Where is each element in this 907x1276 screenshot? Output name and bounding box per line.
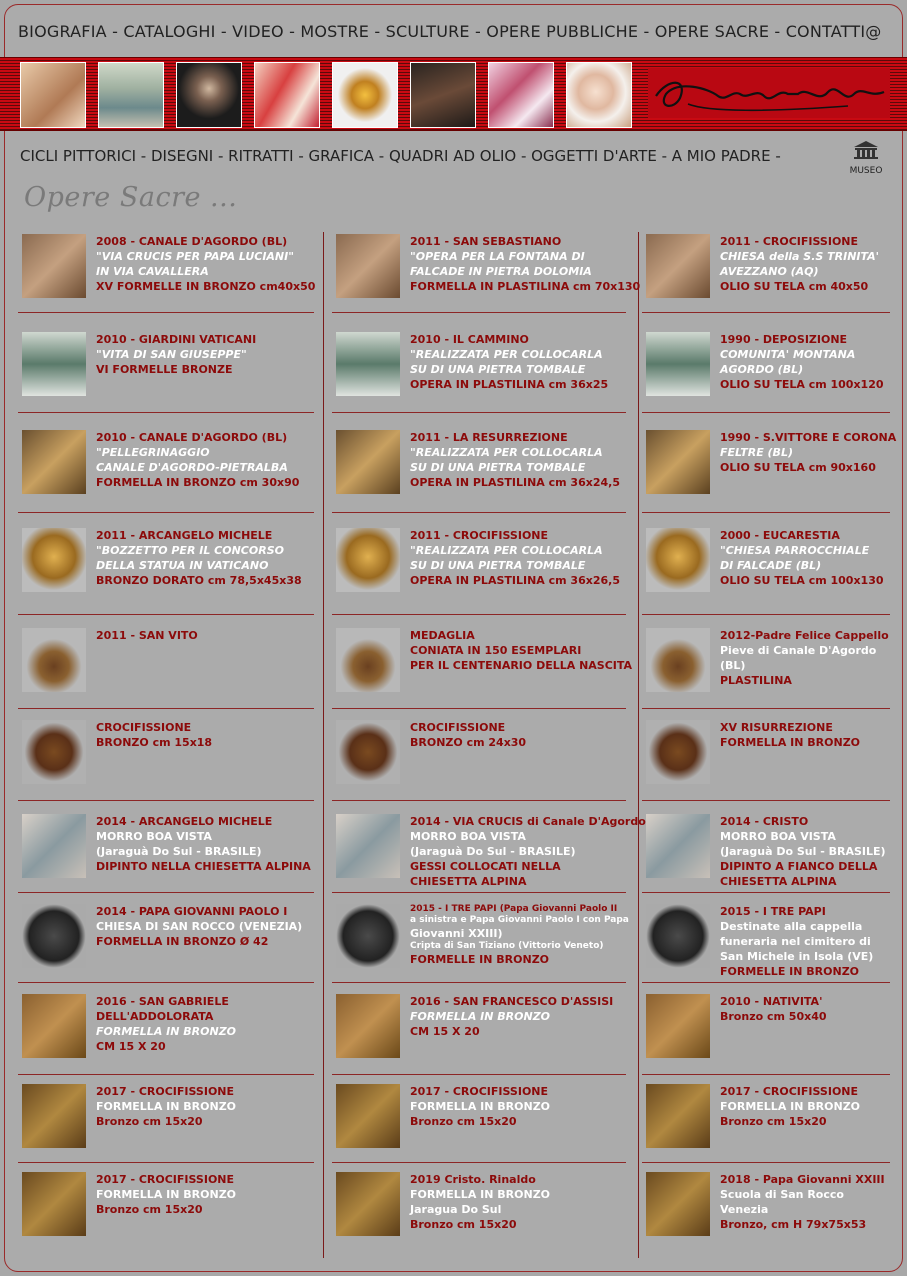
work-caption-line: OLIO SU TELA cm 100x120: [720, 378, 884, 391]
nav-cataloghi[interactable]: CATALOGHI: [123, 22, 216, 41]
row-separator: [642, 800, 890, 801]
work-caption-line: FORMELLA IN BRONZO: [410, 1100, 551, 1113]
work-caption-line: 2017 - CROCIFISSIONE: [410, 1085, 549, 1098]
work-caption-line: FORMELLA IN BRONZO: [96, 1188, 237, 1201]
work-caption: [410, 628, 632, 673]
museo-link[interactable]: [846, 140, 886, 176]
work-caption-line: CHIESA della S.S TRINITA': [720, 250, 880, 263]
work-caption-line: FORMELLA IN BRONZO: [720, 1100, 861, 1113]
nav-ritratti[interactable]: RITRATTI: [228, 147, 294, 165]
work-thumbnail[interactable]: [22, 994, 86, 1058]
row-separator: [642, 1162, 890, 1163]
work-thumbnail[interactable]: [646, 1084, 710, 1148]
work-caption-line: Bronzo cm 15x20: [410, 1115, 517, 1128]
work-thumbnail[interactable]: [22, 720, 86, 784]
work-caption: [720, 1172, 885, 1232]
work-thumbnail[interactable]: [336, 430, 400, 494]
thumbnail-exhibition[interactable]: [98, 62, 164, 128]
work-caption: [96, 234, 315, 294]
work-caption-line: Scuola di San Rocco: [720, 1188, 844, 1201]
work-caption-line: COMUNITA' MONTANA: [720, 348, 856, 361]
work-caption-line: Bronzo cm 50x40: [720, 1010, 827, 1023]
work-caption-line: "REALIZZATA PER COLLOCARLA: [410, 348, 603, 361]
nav-sculture[interactable]: SCULTURE: [385, 22, 470, 41]
work-caption-line: VI FORMELLE BRONZE: [96, 363, 233, 376]
work-caption-line: "BOZZETTO PER IL CONCORSO: [96, 544, 284, 557]
work-caption-line: 2011 - CROCIFISSIONE: [410, 529, 549, 542]
work-caption-line: 2010 - IL CAMMINO: [410, 333, 529, 346]
work-caption-line: BRONZO cm 15x18: [96, 736, 213, 749]
work-caption-line: 1990 - S.VITTORE E CORONA: [720, 431, 897, 444]
work-thumbnail[interactable]: [336, 528, 400, 592]
work-caption-line: XV RISURREZIONE: [720, 721, 833, 734]
work-caption-line: IN VIA CAVALLERA: [96, 265, 209, 278]
work-caption-line: SU DI UNA PIETRA TOMBALE: [410, 559, 586, 572]
work-caption-line: Bronzo cm 15x20: [410, 1218, 517, 1231]
work-caption-line: Venezia: [720, 1203, 769, 1216]
work-thumbnail[interactable]: [646, 528, 710, 592]
work-caption-line: 2008 - CANALE D'AGORDO (BL): [96, 235, 288, 248]
work-caption-line: "VIA CRUCIS PER PAPA LUCIANI": [96, 250, 294, 263]
work-thumbnail[interactable]: [646, 904, 710, 968]
work-caption-line: PLASTILINA: [720, 674, 792, 687]
work-caption: [720, 430, 896, 475]
thumbnail-painting-1[interactable]: [20, 62, 86, 128]
work-caption-line: SU DI UNA PIETRA TOMBALE: [410, 363, 586, 376]
work-caption: [410, 430, 620, 490]
work-caption: [410, 528, 620, 588]
work-caption-line: 2014 - ARCANGELO MICHELE: [96, 815, 273, 828]
work-caption-line: "REALIZZATA PER COLLOCARLA: [410, 544, 603, 557]
work-thumbnail[interactable]: [336, 994, 400, 1058]
work-caption-line: 2011 - SAN VITO: [96, 629, 198, 642]
artist-signature: [648, 68, 890, 118]
row-separator: [642, 312, 890, 313]
work-caption: [720, 628, 889, 688]
work-caption-line: CM 15 X 20: [410, 1025, 480, 1038]
work-thumbnail[interactable]: [22, 628, 86, 692]
work-thumbnail[interactable]: [22, 332, 86, 396]
work-caption-line: FORMELLA IN BRONZO: [410, 1010, 551, 1023]
thumbnail-artist-portrait[interactable]: [176, 62, 242, 128]
thumbnail-studio[interactable]: [410, 62, 476, 128]
work-caption: [96, 904, 302, 949]
work-thumbnail[interactable]: [646, 628, 710, 692]
work-thumbnail[interactable]: [646, 814, 710, 878]
row-separator: [642, 708, 890, 709]
work-caption-line: PER IL CENTENARIO DELLA NASCITA: [410, 659, 633, 672]
work-caption-line: "PELLEGRINAGGIO: [96, 446, 210, 459]
nav-video[interactable]: VIDEO: [232, 22, 284, 41]
work-caption-line: Bronzo cm 15x20: [720, 1115, 827, 1128]
work-caption: [410, 332, 608, 392]
work-caption: [96, 332, 256, 377]
work-caption: [96, 994, 236, 1054]
work-caption-line: FORMELLE IN BRONZO: [720, 965, 860, 978]
work-caption-line: Bronzo cm 15x20: [96, 1115, 203, 1128]
work-caption-line: 2019 Cristo. Rinaldo: [410, 1173, 536, 1186]
work-caption-line: FALCADE IN PIETRA DOLOMIA: [410, 265, 592, 278]
work-caption-line: FORMELLA IN BRONZO: [720, 736, 861, 749]
work-caption: [410, 1084, 550, 1129]
work-caption: [96, 430, 299, 490]
work-caption-line: DELLA STATUA IN VATICANO: [96, 559, 269, 572]
row-separator: [332, 982, 626, 983]
column-divider-2: [638, 232, 639, 1258]
row-separator: [332, 708, 626, 709]
work-caption-line: CM 15 X 20: [96, 1040, 166, 1053]
work-caption-line: 2012-Padre Felice Cappello: [720, 629, 889, 642]
work-caption-line: FORMELLA IN BRONZO Ø 42: [96, 935, 269, 948]
work-caption-line: BRONZO cm 24x30: [410, 736, 527, 749]
secondary-navigation: CICLI PITTORICI - DISEGNI - RITRATTI - GRAFICA - QUADRI AD OLIO - OGGETTI D'ARTE - A MIO PADRE -: [20, 147, 781, 165]
row-separator: [332, 312, 626, 313]
museo-label: MUSEO: [849, 166, 883, 176]
work-caption-line: 2017 - CROCIFISSIONE: [720, 1085, 859, 1098]
work-caption-line: MORRO BOA VISTA: [720, 830, 836, 843]
work-thumbnail[interactable]: [646, 430, 710, 494]
work-caption: [720, 234, 879, 294]
work-caption-line: OPERA IN PLASTILINA cm 36x25: [410, 378, 609, 391]
work-thumbnail[interactable]: [22, 1172, 86, 1236]
row-separator: [642, 512, 890, 513]
work-caption-line: "VITA DI SAN GIUSEPPE": [96, 348, 247, 361]
work-thumbnail[interactable]: [646, 720, 710, 784]
work-caption-line: 2010 - GIARDINI VATICANI: [96, 333, 257, 346]
work-caption-line: DIPINTO A FIANCO DELLA: [720, 860, 878, 873]
work-caption-line: "REALIZZATA PER COLLOCARLA: [410, 446, 603, 459]
nav-mostre[interactable]: MOSTRE: [300, 22, 370, 41]
work-caption-line: "CHIESA PARROCCHIALE: [720, 544, 870, 557]
work-caption-line: AGORDO (BL): [720, 363, 804, 376]
work-caption-line: CANALE D'AGORDO-PIETRALBA: [96, 461, 288, 474]
work-caption-line: (BL): [720, 659, 746, 672]
work-caption-line: DELL'ADDOLORATA: [96, 1010, 214, 1023]
work-caption: [410, 234, 640, 294]
work-thumbnail[interactable]: [646, 332, 710, 396]
work-caption-line: XV FORMELLE IN BRONZO cm40x50: [96, 280, 316, 293]
work-thumbnail[interactable]: [646, 1172, 710, 1236]
work-thumbnail[interactable]: [336, 332, 400, 396]
thumbnail-painting-2[interactable]: [254, 62, 320, 128]
work-caption: [720, 332, 884, 392]
work-caption: [720, 904, 873, 979]
nav-opere-pubbliche[interactable]: OPERE PUBBLICHE: [486, 22, 639, 41]
work-caption-line: "OPERA PER LA FONTANA DI: [410, 250, 585, 263]
work-caption-line: San Michele in Isola (VE): [720, 950, 874, 963]
top-navigation: BIOGRAFIA - CATALOGHI - VIDEO - MOSTRE - SCULTURE - OPERE PUBBLICHE - OPERE SACRE - CONTATTI@: [18, 22, 882, 41]
work-caption: [720, 720, 860, 750]
work-caption-line: 2011 - SAN SEBASTIANO: [410, 235, 562, 248]
work-caption-line: (Jaraguà Do Sul - BRASILE): [720, 845, 886, 858]
work-caption-line: 2016 - SAN GABRIELE: [96, 995, 229, 1008]
row-separator: [642, 614, 890, 615]
row-separator: [642, 892, 890, 893]
work-caption-line: FELTRE (BL): [720, 446, 793, 459]
row-separator: [18, 312, 314, 313]
work-caption-line: DI FALCADE (BL): [720, 559, 822, 572]
row-separator: [18, 892, 314, 893]
work-thumbnail[interactable]: [22, 1084, 86, 1148]
nav-disegni[interactable]: DISEGNI: [150, 147, 214, 165]
row-separator: [642, 982, 890, 983]
nav-a-mio-padre[interactable]: A MIO PADRE: [671, 147, 771, 165]
work-caption-line: 1990 - DEPOSIZIONE: [720, 333, 848, 346]
work-caption: [96, 528, 302, 588]
work-caption: [410, 994, 613, 1039]
work-caption-line: FORMELLA IN BRONZO: [410, 1188, 551, 1201]
work-caption-line: Cripta di San Tiziano (Vittorio Veneto): [410, 941, 604, 951]
row-separator: [332, 1162, 626, 1163]
work-caption-line: CONIATA IN 150 ESEMPLARI: [410, 644, 582, 657]
work-caption-line: 2000 - EUCARESTIA: [720, 529, 840, 542]
work-caption-line: 2015 - I TRE PAPI: [720, 905, 826, 918]
work-caption-line: 2010 - CANALE D'AGORDO (BL): [96, 431, 288, 444]
work-thumbnail[interactable]: [336, 628, 400, 692]
work-thumbnail[interactable]: [336, 1084, 400, 1148]
work-caption-line: 2016 - SAN FRANCESCO D'ASSISI: [410, 995, 614, 1008]
work-caption-line: 2018 - Papa Giovanni XXIII: [720, 1173, 885, 1186]
work-caption-line: OLIO SU TELA cm 100x130: [720, 574, 884, 587]
work-thumbnail[interactable]: [336, 1172, 400, 1236]
work-caption-line: MORRO BOA VISTA: [410, 830, 526, 843]
row-separator: [18, 1162, 314, 1163]
work-caption-line: 2015 - I TRE PAPI (Papa Giovanni Paolo II: [410, 904, 618, 914]
work-thumbnail[interactable]: [336, 720, 400, 784]
work-caption: [720, 528, 884, 588]
work-caption-line: MEDAGLIA: [410, 629, 475, 642]
work-caption-line: 2010 - NATIVITA': [720, 995, 823, 1008]
work-caption-line: 2017 - CROCIFISSIONE: [96, 1085, 235, 1098]
work-caption-line: DIPINTO NELLA CHIESETTA ALPINA: [96, 860, 311, 873]
work-caption-line: OLIO SU TELA cm 40x50: [720, 280, 869, 293]
work-thumbnail[interactable]: [22, 814, 86, 878]
work-caption-line: MORRO BOA VISTA: [96, 830, 212, 843]
page-title: Opere Sacre ...: [24, 182, 238, 213]
work-caption-line: (Jaraguà Do Sul - BRASILE): [410, 845, 576, 858]
work-caption-line: 2014 - CRISTO: [720, 815, 809, 828]
nav-oggetti-d-arte[interactable]: OGGETTI D'ARTE: [531, 147, 657, 165]
work-caption-line: CROCIFISSIONE: [410, 721, 506, 734]
work-caption: [410, 1172, 550, 1232]
row-separator: [18, 1074, 314, 1075]
work-caption: [410, 904, 629, 967]
work-thumbnail[interactable]: [336, 904, 400, 968]
work-caption: [96, 628, 198, 643]
work-caption-line: 2017 - CROCIFISSIONE: [96, 1173, 235, 1186]
work-caption-line: FORMELLA IN PLASTILINA cm 70x130: [410, 280, 641, 293]
row-separator: [18, 982, 314, 983]
row-separator: [332, 1074, 626, 1075]
work-caption-line: BRONZO DORATO cm 78,5x45x38: [96, 574, 302, 587]
work-caption-line: GESSI COLLOCATI NELLA: [410, 860, 561, 873]
row-separator: [18, 800, 314, 801]
row-separator: [642, 1074, 890, 1075]
row-separator: [332, 614, 626, 615]
work-caption-line: CHIESETTA ALPINA: [720, 875, 837, 888]
work-caption-line: AVEZZANO (AQ): [720, 265, 819, 278]
work-caption-line: 2011 - LA RESURREZIONE: [410, 431, 568, 444]
row-separator: [332, 412, 626, 413]
nav-quadri-ad-olio[interactable]: QUADRI AD OLIO: [388, 147, 517, 165]
work-caption-line: OPERA IN PLASTILINA cm 36x26,5: [410, 574, 620, 587]
column-divider-1: [323, 232, 324, 1258]
work-caption-line: Bronzo, cm H 79x75x53: [720, 1218, 867, 1231]
nav-contatti[interactable]: CONTATTI@: [785, 22, 882, 41]
work-caption: [96, 814, 311, 874]
row-separator: [332, 800, 626, 801]
work-caption-line: CHIESA DI SAN ROCCO (VENEZIA): [96, 920, 303, 933]
museum-icon: [853, 140, 879, 160]
work-caption-line: Destinate alla cappella: [720, 920, 863, 933]
row-separator: [18, 708, 314, 709]
work-thumbnail[interactable]: [22, 430, 86, 494]
work-caption-line: FORMELLE IN BRONZO: [410, 953, 550, 966]
work-caption-line: FORMELLA IN BRONZO: [96, 1025, 237, 1038]
nav-cicli-pittorici[interactable]: CICLI PITTORICI: [20, 147, 137, 165]
work-caption: [96, 720, 212, 750]
work-caption-line: funeraria nel cimitero di: [720, 935, 871, 948]
row-separator: [642, 412, 890, 413]
nav-biografia[interactable]: BIOGRAFIA: [18, 22, 107, 41]
work-caption: [410, 814, 646, 889]
work-caption-line: 2011 - ARCANGELO MICHELE: [96, 529, 273, 542]
work-caption-line: Giovanni XXIII): [410, 927, 503, 940]
work-thumbnail[interactable]: [22, 528, 86, 592]
work-caption-line: Bronzo cm 15x20: [96, 1203, 203, 1216]
work-thumbnail[interactable]: [336, 814, 400, 878]
work-caption-line: CHIESETTA ALPINA: [410, 875, 527, 888]
work-caption: [720, 814, 886, 889]
work-thumbnail[interactable]: [22, 234, 86, 298]
work-caption-line: CROCIFISSIONE: [96, 721, 192, 734]
work-caption-line: FORMELLA IN BRONZO: [96, 1100, 237, 1113]
work-caption-line: 2014 - VIA CRUCIS di Canale D'Agordo: [410, 815, 646, 828]
work-caption-line: FORMELLA IN BRONZO cm 30x90: [96, 476, 300, 489]
work-caption-line: 2011 - CROCIFISSIONE: [720, 235, 859, 248]
work-thumbnail[interactable]: [646, 994, 710, 1058]
work-caption: [720, 1084, 860, 1129]
thumbnail-golden-angel[interactable]: [332, 62, 398, 128]
row-separator: [18, 412, 314, 413]
nav-opere-sacre[interactable]: OPERE SACRE: [654, 22, 770, 41]
work-caption-line: OLIO SU TELA cm 90x160: [720, 461, 876, 474]
work-caption: [96, 1084, 236, 1129]
row-separator: [18, 512, 314, 513]
work-caption: [720, 994, 827, 1024]
work-caption-line: OPERA IN PLASTILINA cm 36x24,5: [410, 476, 620, 489]
work-caption-line: a sinistra e Papa Giovanni Paolo I con Papa: [410, 915, 629, 925]
thumbnail-painting-4[interactable]: [566, 62, 632, 128]
work-caption-line: (Jaraguà Do Sul - BRASILE): [96, 845, 262, 858]
work-caption: [96, 1172, 236, 1217]
work-caption-line: Jaragua Do Sul: [410, 1203, 502, 1216]
row-separator: [18, 614, 314, 615]
row-separator: [332, 892, 626, 893]
work-thumbnail[interactable]: [646, 234, 710, 298]
work-caption-line: SU DI UNA PIETRA TOMBALE: [410, 461, 586, 474]
work-thumbnail[interactable]: [22, 904, 86, 968]
thumbnail-painting-3[interactable]: [488, 62, 554, 128]
row-separator: [332, 512, 626, 513]
work-caption: [410, 720, 526, 750]
work-caption-line: 2014 - PAPA GIOVANNI PAOLO I: [96, 905, 288, 918]
work-caption-line: Pieve di Canale D'Agordo: [720, 644, 877, 657]
nav-grafica[interactable]: GRAFICA: [308, 147, 375, 165]
work-thumbnail[interactable]: [336, 234, 400, 298]
